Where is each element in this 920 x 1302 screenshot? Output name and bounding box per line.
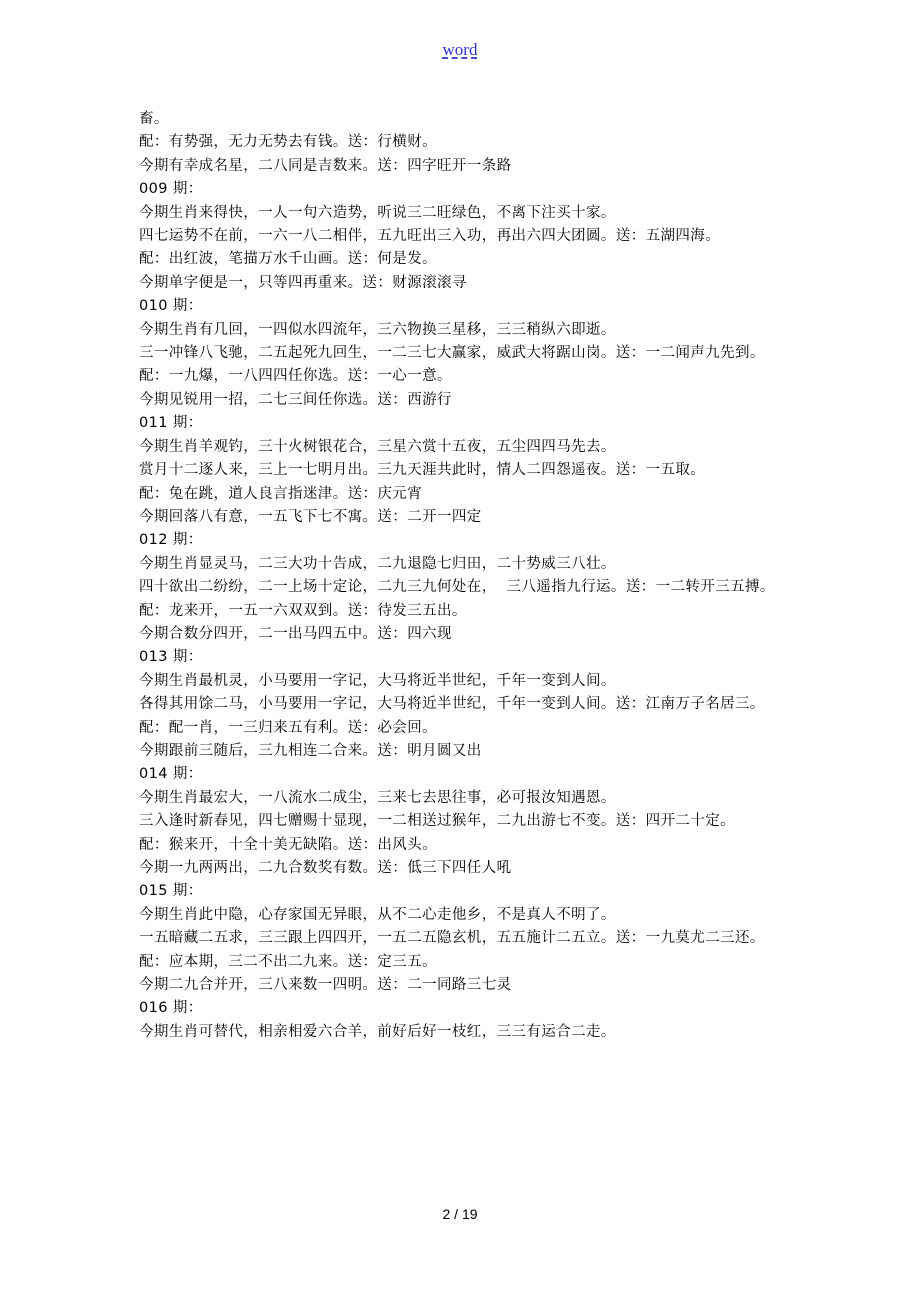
document-body [139,108,799,1044]
text-line: 今期一九两两出，二九合数奖有数。送：低三下四任人吼 [139,860,512,876]
text-line: 配：一九爆，一八四四任你选。送：一心一意。 [139,368,452,385]
text-line: 畜。 [139,111,169,127]
text-line: 今期单字便是一，只等四再重来。送：财源滚滚寻 [139,274,467,291]
text-line: 各得其用馀二马，小马要用一字记，大马将近半世纪，千年一变到人间。送：江南万子名居三。 [139,696,765,713]
text-line: 配：配一肖，一三归来五有利。送：必会回。 [139,719,437,736]
text-line: 今期生肖最宏大，一八流水二成尘，三来七去思往事，必可报汝知遇恩。 [139,789,616,806]
text-line: 四七运势不在前，一六一八二相伴，五九旺出三入功，再出六四大团圆。送：五湖四海。 [139,228,721,245]
header-word-link[interactable]: word [442,40,478,59]
text-line: 010 期： [139,298,203,315]
text-line: 今期生肖显灵马，二三大功十告成，二九退隐七归田，二十势威三八壮。 [139,555,616,572]
text-line: 配：猴来开，十全十美无缺陷。送：出风头。 [139,836,437,853]
text-line: 今期二九合并开，三八来数一四明。送：二一同路三七灵 [139,977,512,994]
text-line: 今期生肖来得快，一人一句六造势，听说三二旺绿色，不离下注买十家。 [139,204,616,221]
text-line: 配：应本期，三二不出二九来。送：定三五。 [139,953,437,970]
text-line: 013 期： [139,649,203,666]
text-line: 今期生肖此中隐，心存家国无异眼，从不二心走他乡，不是真人不明了。 [139,906,616,923]
text-line: 015 期： [139,883,203,900]
text-line: 配：龙来开，一五一六双双到。送：待发三五出。 [139,602,467,619]
text-line: 011 期： [139,415,203,432]
text-line: 配：出红波，笔描万水千山画。送：何是发。 [139,251,437,268]
text-line: 今期生肖羊观钓，三十火树银花合，三星六赏十五夜，五尘四四马先去。 [139,438,616,455]
text-line: 一五暗藏二五求，三三跟上四四开，一五二五隐玄机，五五施计二五立。送：一九莫尤二三还。 [139,930,765,947]
text-line: 配：兔在跳，道人良言指迷津。送：庆元宵 [139,485,423,502]
text-line: 今期生肖有几回，一四似水四流年，三六物换三星移，三三稍纵六即逝。 [139,321,616,338]
text-line: 四十欲出二纷纷，二一上场十定论，二九三九何处在， 三八遥指九行运。送：一二转开三五搏。 [139,579,775,596]
text-line: 今期合数分四开，二一出马四五中。送：四六现 [139,625,452,642]
text-line: 今期回落八有意，一五飞下七不寓。送：二开一四定 [139,508,482,525]
text-line: 今期跟前三随后，三九相连二合来。送：明月圆又出 [139,742,482,759]
text-line: 赏月十二逐人来，三上一七明月出。三九天涯共此时，情人二四怨遥夜。送：一五取。 [139,462,706,479]
text-line: 016 期： [139,1000,203,1017]
text-line: 014 期： [139,766,203,783]
text-line: 配：有势强，无力无势去有钱。送：行横财。 [139,134,437,151]
text-line: 今期有幸成名星，二八同是吉数来。送：四字旺开一条路 [139,157,512,174]
text-line: 009 期： [139,181,203,198]
text-line: 012 期： [139,532,203,549]
text-line: 三一冲锋八飞驰，二五起死九回生，一二三七大赢家，威武大将踞山岗。送：一二闻声九先到。 [139,345,765,362]
text-line: 今期生肖可替代，相亲相爱六合羊，前好后好一枝红，三三有运合二走。 [139,1023,616,1040]
text-line: 三入逢时新春见，四七赠赐十显现，一二相送过猴年，二九出游七不变。送：四开二十定。 [139,813,735,830]
text-line: 今期见锐用一招，二七三间任你选。送：西游行 [139,391,452,408]
text-line: 今期生肖最机灵，小马要用一字记，大马将近半世纪，千年一变到人间。 [139,672,616,689]
page-number: 2 / 19 [442,1206,478,1222]
